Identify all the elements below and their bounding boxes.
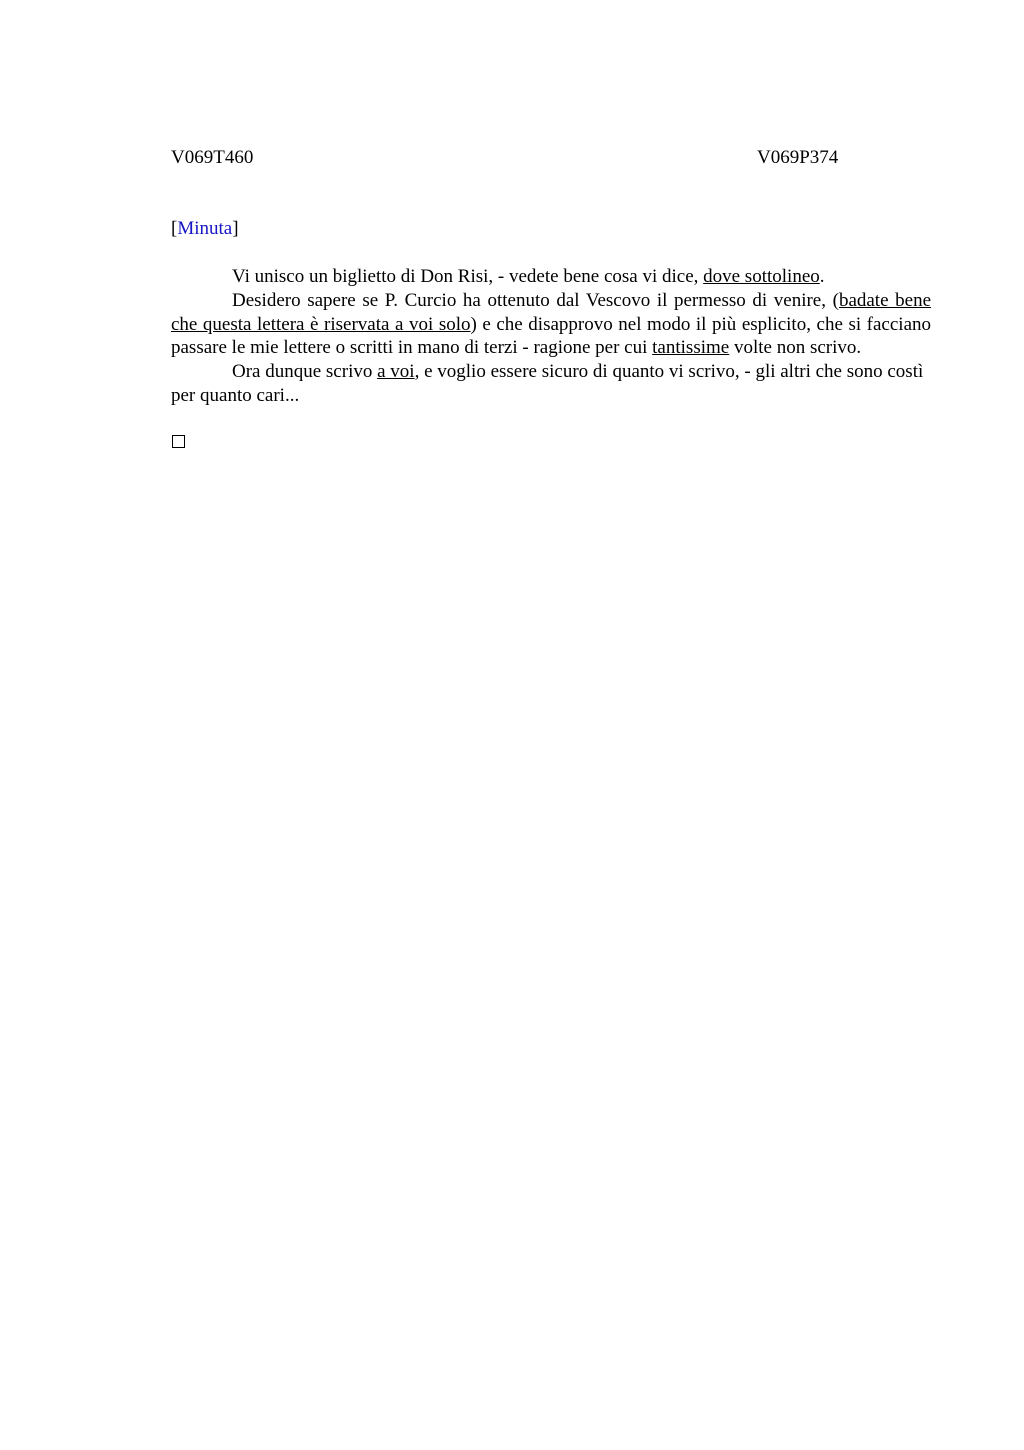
document-type-label xyxy=(171,217,239,241)
paragraph-3 xyxy=(171,360,931,408)
paragraph-1-underlined: dove sottolineo xyxy=(703,266,820,287)
paragraph-2-underlined: badate bene che questa lettera è riservata a voi solo xyxy=(171,289,931,335)
paragraph-3-text: Ora dunque scrivo xyxy=(232,361,378,383)
volume-page-reference: V069P374 xyxy=(757,147,839,168)
label-close-bracket: ] xyxy=(232,218,239,239)
paragraph-3-underlined: a voi xyxy=(377,361,415,383)
minuta-link[interactable]: Minuta xyxy=(177,218,233,239)
paragraph-1 xyxy=(171,265,931,289)
paragraph-2 xyxy=(171,289,931,360)
end-of-text-square-icon xyxy=(172,435,185,448)
paragraph-3-end: , e voglio essere sicuro di quanto vi scrivo, - gli altri che sono costì per quanto cari... xyxy=(171,361,924,406)
paragraph-1-end: . xyxy=(819,266,825,287)
label-open-bracket: [ xyxy=(171,218,178,239)
letter-body xyxy=(171,265,931,408)
paragraph-2-middle: ) e che disapprovo nel modo il più esplicito, che si facciano passare le mie lettere o scritti in mano di terzi - ragione per cui xyxy=(171,313,932,359)
paragraph-2-underlined-2: tantissime xyxy=(652,337,730,359)
paragraph-1-text: Vi unisco un biglietto di Don Risi, - vedete bene cosa vi dice, xyxy=(232,266,704,287)
volume-text-reference: V069T460 xyxy=(171,147,254,168)
paragraph-2-end: volte non scrivo. xyxy=(729,337,862,359)
paragraph-2-text: Desidero sapere se P. Curcio ha ottenuto dal Vescovo il permesso di venire, ( xyxy=(232,289,839,311)
